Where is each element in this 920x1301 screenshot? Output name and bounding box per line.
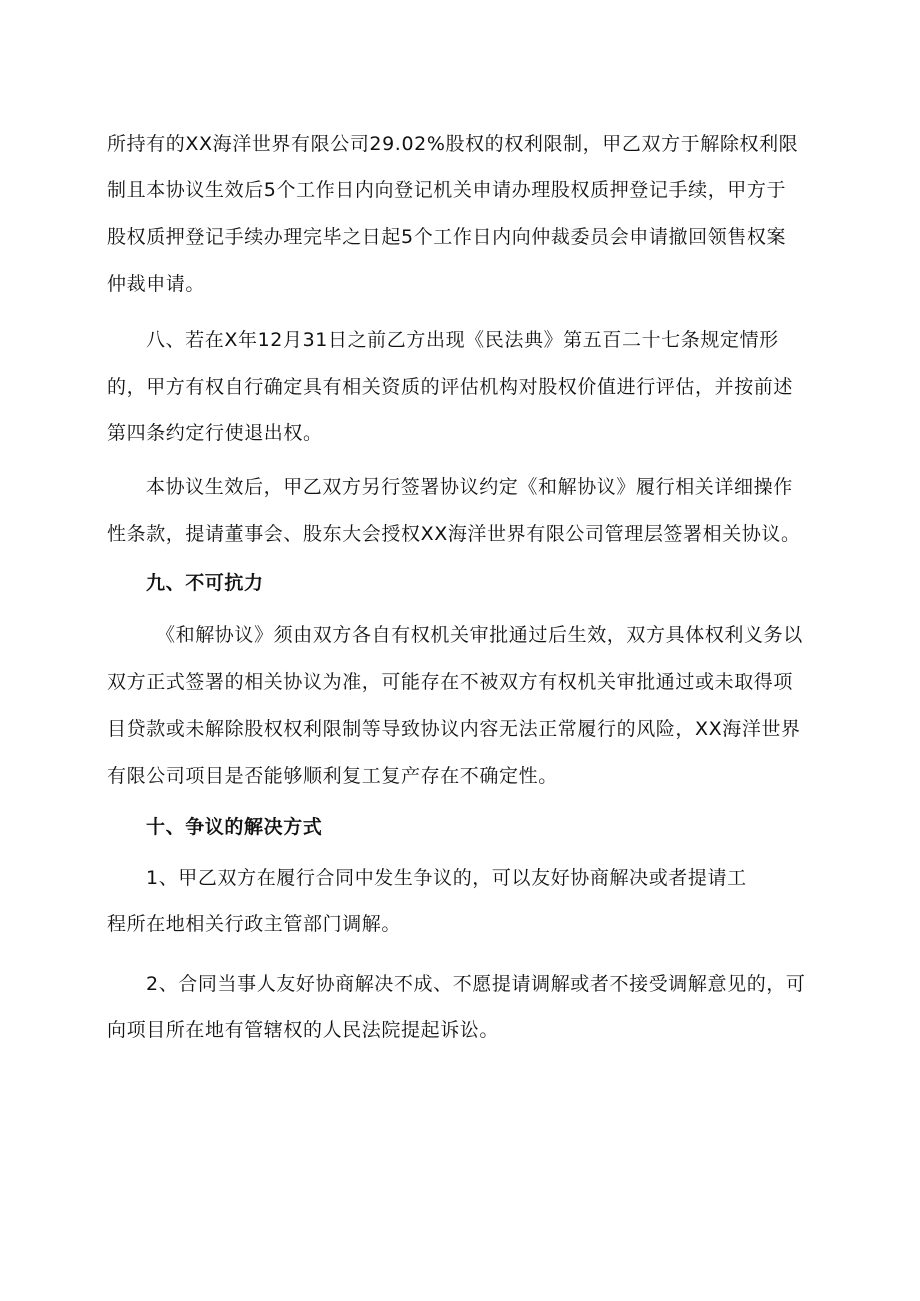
text-line: 仲裁申请。 <box>107 273 206 295</box>
section-heading-dispute-resolution: 十、争议的解决方式 <box>146 816 323 838</box>
text-line: 八、若在X年12月31日之前乙方出现《民法典》第五百二十七条规定情形 <box>146 329 779 351</box>
text-line: 向项目所在地有管辖权的人民法院提起诉讼。 <box>107 1019 500 1041</box>
text-line: 制且本协议生效后5个工作日内向登记机关申请办理股权质押登记手续，甲方于 <box>107 179 787 201</box>
text-line: 目贷款或未解除股权权利限制等导致协议内容无法正常履行的风险，XX海洋世界 <box>107 718 801 740</box>
text-line: 程所在地相关行政主管部门调解。 <box>107 913 402 935</box>
text-line: 《和解协议》须由双方各自有权机关审批通过后生效，双方具体权利义务以 <box>156 624 803 646</box>
text-line: 第四条约定行使退出权。 <box>107 422 323 444</box>
section-heading-force-majeure: 九、不可抗力 <box>146 572 264 594</box>
text-line: 双方正式签署的相关协议为准，可能存在不被双方有权机关审批通过或未取得项 <box>107 671 794 693</box>
text-line: 本协议生效后，甲乙双方另行签署协议约定《和解协议》履行相关详细操作 <box>146 476 793 498</box>
text-line: 2、合同当事人友好协商解决不成、不愿提请调解或者不接受调解意见的，可 <box>146 973 806 995</box>
text-line: 有限公司项目是否能够顺利复工复产存在不确定性。 <box>107 765 558 787</box>
text-line: 股权质押登记手续办理完毕之日起5个工作日内向仲裁委员会申请撤回领售权案 <box>107 226 787 248</box>
text-line: 性条款，提请董事会、股东大会授权XX海洋世界有限公司管理层签署相关协议。 <box>107 523 801 545</box>
text-line: 所持有的XX海洋世界有限公司29.02%股权的权利限制，甲乙双方于解除权利限 <box>107 133 799 155</box>
text-line: 1、甲乙双方在履行合同中发生争议的，可以友好协商解决或者提请工 <box>146 867 747 889</box>
text-line: 的，甲方有权自行确定具有相关资质的评估机构对股权价值进行评估，并按前述 <box>107 376 794 398</box>
